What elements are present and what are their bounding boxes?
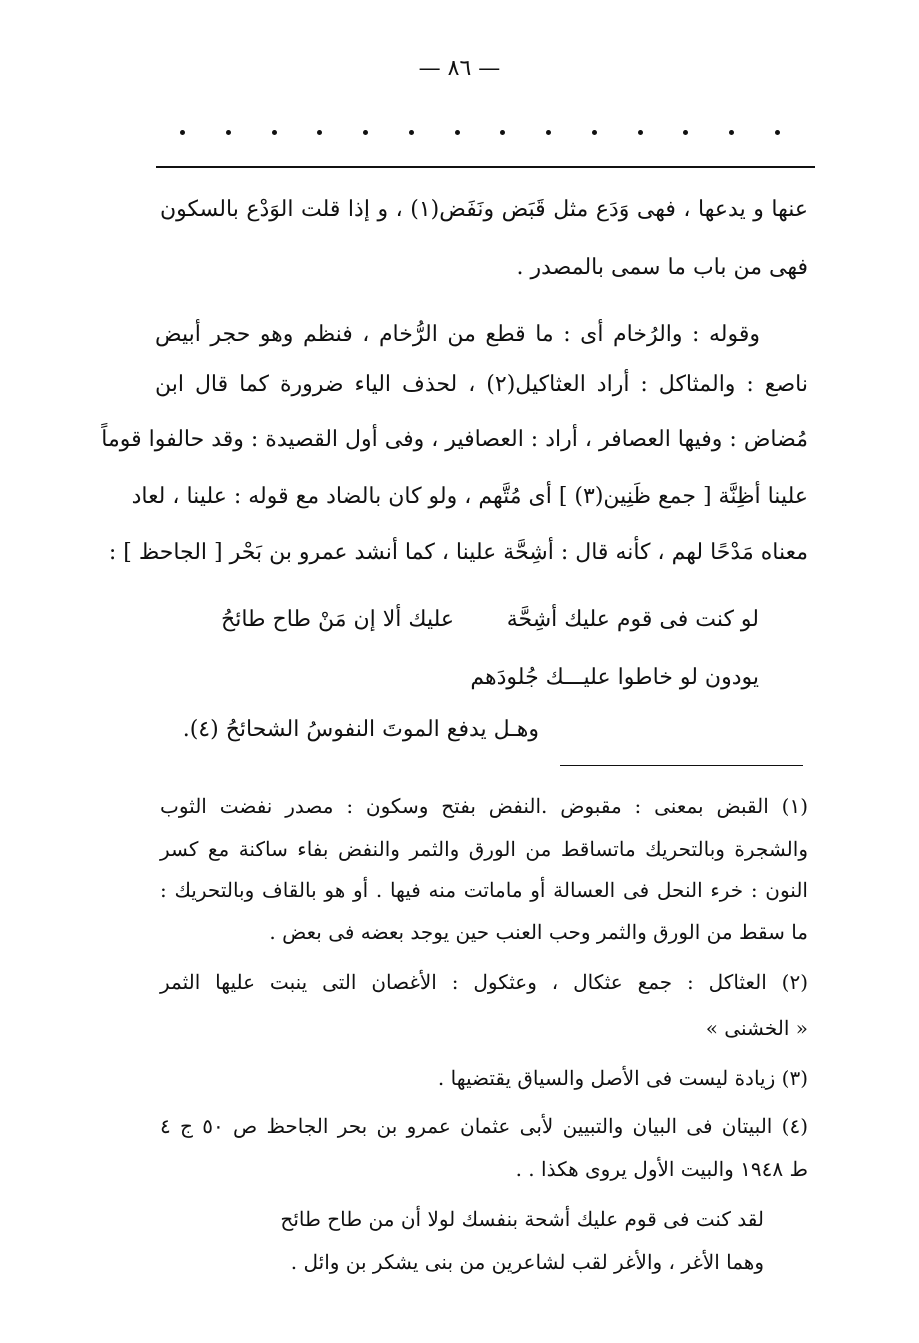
footnote-line: ط ١٩٤٨ والبيت الأول يروى هكذا . .	[515, 1157, 808, 1181]
poem-hemistich: عليك ألا إن مَنْ طاح طائحُ	[221, 607, 454, 632]
header-rule	[156, 166, 815, 168]
ornament-dot	[729, 130, 734, 135]
ornament-dot	[683, 130, 688, 135]
ornament-dots	[180, 130, 780, 135]
ornament-dot	[272, 130, 277, 135]
footnote-line: والشجرة وبالتحريك ماتساقط من الورق والثمر والنفض بفاء ساكنة مع كسر	[160, 837, 808, 861]
text-line: فهى من باب ما سمى بالمصدر .	[516, 255, 808, 280]
footnote-line: « الخشنى »	[705, 1016, 808, 1040]
page-number: — ٨٦ —	[418, 56, 501, 81]
ornament-dot	[363, 130, 368, 135]
footnote-rule	[560, 765, 803, 766]
ornament-dot	[226, 130, 231, 135]
ornament-dot	[317, 130, 322, 135]
footnote-line: ما سقط من الورق والثمر وحب العنب حين يوجد بعضه فى بعض .	[269, 920, 808, 944]
ornament-dot	[180, 130, 185, 135]
text-line: مُضاض : وفيها العصافر ، أراد : العصافير ، وفى أول القصيدة : وقد حالفوا قوماً	[101, 427, 808, 452]
footnote-line: النون : خرء النحل فى العسالة أو ماماتت منه فيها . أو هو بالقاف وبالتحريك :	[160, 878, 808, 902]
ornament-dot	[546, 130, 551, 135]
poem-hemistich: لو كنت فى قوم عليك أشِحَّة	[506, 607, 759, 632]
footnote-line: (١) القبض بمعنى : مقبوض .النفض بفتح وسكون : مصدر نفضت الثوب	[160, 794, 808, 818]
text-line: معناه مَدْحًا لهم ، كأنه قال : أشِحَّة علينا ، كما أنشد عمرو بن بَحْر [ الجاحظ ] :	[108, 540, 808, 565]
text-line: عنها و يدعها ، فهى وَدَع مثل قَبَض ونَفَض(١) ، و إذا قلت الوَدْع بالسكون	[160, 197, 808, 222]
text-line: علينا أظِنَّة [ جمع ظَنِين(٣) ] أى مُتَّهم ، ولو كان بالضاد مع قوله : علينا ، لعاد	[131, 484, 808, 509]
ornament-dot	[455, 130, 460, 135]
footnote-line: (٢) العثاكل : جمع عثكال ، وعثكول : الأغصان التى ينبت عليها الثمر	[160, 970, 808, 994]
text-line: ناصع : والمثاكل : أراد العثاكيل(٢) ، لحذف الياء ضرورة كما قال ابن	[155, 372, 808, 397]
ornament-dot	[775, 130, 780, 135]
ornament-dot	[409, 130, 414, 135]
footnote-line: لقد كنت فى قوم عليك أشحة بنفسك لولا أن من طاح طائح	[280, 1207, 764, 1231]
ornament-dot	[500, 130, 505, 135]
footnote-line: (٤) البيتان فى البيان والتبيين لأبى عثمان عمرو بن بحر الجاحظ ص ٥٠ ج ٤	[160, 1114, 808, 1138]
ornament-dot	[592, 130, 597, 135]
ornament-dot	[638, 130, 643, 135]
footnote-line: وهما الأغر ، والأغر لقب لشاعرين من بنى يشكر بن وائل .	[290, 1250, 764, 1274]
poem-line: يودون لو خاطوا عليـــك جُلودَهم	[470, 665, 759, 690]
poem-line: وهـل يدفع الموتَ النفوسُ الشحائحُ (٤).	[182, 717, 539, 742]
footnote-line: (٣) زيادة ليست فى الأصل والسياق يقتضيها .	[437, 1066, 808, 1090]
text-line: وقوله : والرُخام أى : ما قطع من الرُّخام ، فنظم وهو حجر أبيض	[155, 322, 760, 347]
